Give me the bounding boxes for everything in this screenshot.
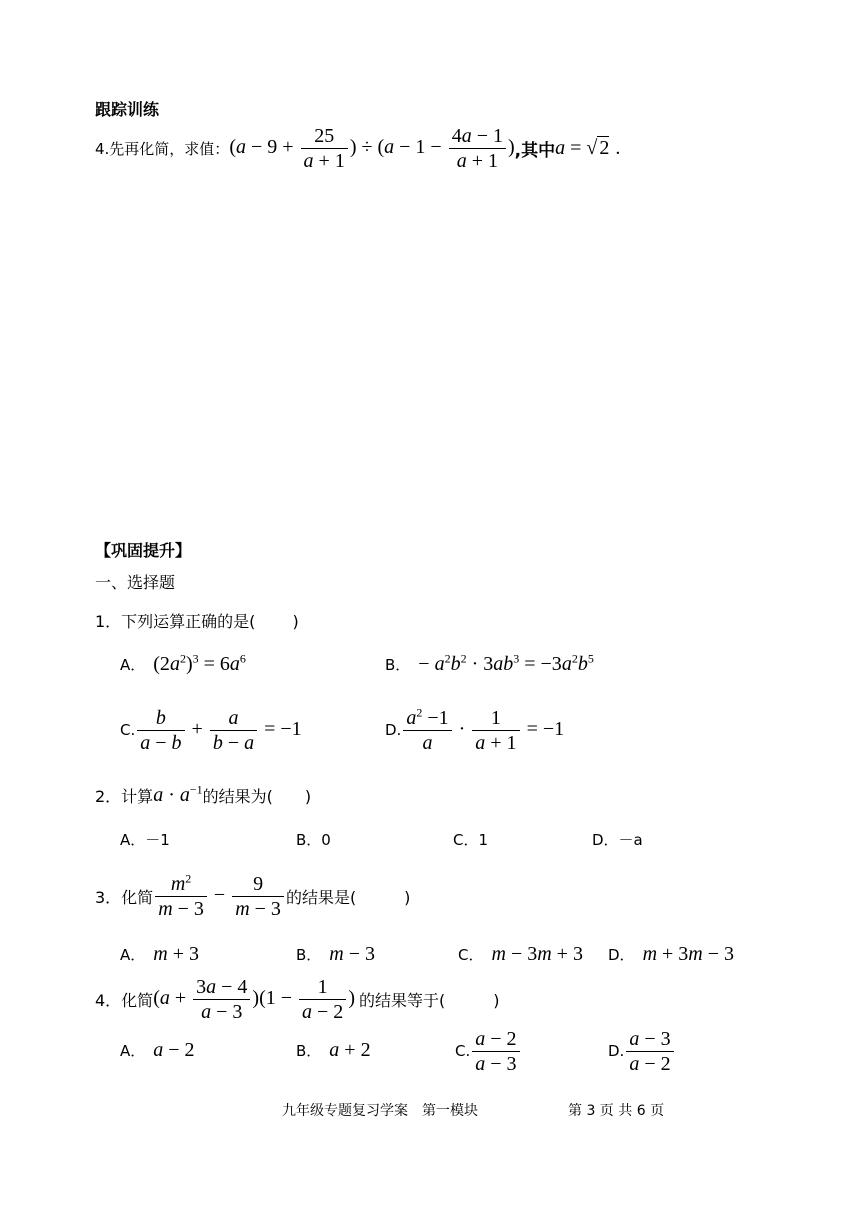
option-label: B． xyxy=(296,1041,322,1060)
question-4-stem xyxy=(95,972,499,1026)
q4-option-b xyxy=(296,1037,371,1063)
footer-course: 九年级专题复习学案 第一模块 xyxy=(282,1103,478,1119)
q1-option-a xyxy=(120,650,246,678)
option-formula: $\frac{a^2 -1}{a}$ · $\frac{1}{a + 1}$ = −1 xyxy=(401,706,564,755)
q2-option-d: D．－a xyxy=(592,831,643,849)
option-formula: m + 3 xyxy=(153,942,199,965)
question-2-stem xyxy=(95,782,311,808)
stem-prefix: 2．计算 xyxy=(95,786,154,806)
option-formula: m − 3 xyxy=(329,942,376,965)
stem-formula: $a \cdot a^{-1}$ xyxy=(153,781,203,806)
option-formula: − $a^2b^2 \cdot 3ab^3 = -3a^2b^5$ xyxy=(418,650,594,675)
q1-option-d xyxy=(385,704,564,756)
option-formula: $\frac{b}{a - b}$ + $\frac{a}{b - a}$ = −1 xyxy=(135,706,301,755)
section-title-consolidate: 【巩固提升】 xyxy=(95,541,192,560)
q3-option-a xyxy=(120,941,199,967)
option-label: D. xyxy=(608,1042,625,1060)
q4-option-d xyxy=(608,1024,676,1078)
stem-prefix: 4．化简 xyxy=(95,990,154,1010)
option-label: B． xyxy=(296,945,322,964)
q4-condition: a = √ 2 xyxy=(555,136,610,159)
option-formula: $\frac{a - 3}{a - 2}$ xyxy=(624,1027,675,1076)
option-formula: $(2a^2)^3 = 6a^6$ xyxy=(153,650,246,675)
q2-option-a: A．－1 xyxy=(120,831,170,849)
question-1-stem: 1．下列运算正确的是( ) xyxy=(95,612,299,631)
option-formula: m + 3m − 3 xyxy=(642,942,735,965)
option-label: D. xyxy=(385,721,402,739)
q4-formula: (a − 9 + $\frac{25}{a + 1}$ ) ÷ (a − 1 − $\frac{4a - 1}{a + 1}$ ) xyxy=(229,124,515,172)
q2-option-b: B．0 xyxy=(296,831,331,849)
option-label: C. xyxy=(120,721,136,739)
footer-page-number: 第 3 页 共 6 页 xyxy=(568,1103,665,1119)
option-label: D． xyxy=(608,945,635,964)
stem-formula: (a + $\frac{3a - 4}{a - 3}$ )(1 − $\frac{1}{a - 2}$ ) xyxy=(153,975,355,1023)
q4-where: ,其中 xyxy=(514,140,556,161)
option-label: A． xyxy=(120,655,146,674)
option-label: C． xyxy=(458,945,484,964)
option-label: B． xyxy=(385,655,411,674)
stem-suffix: 的结果为( ) xyxy=(202,786,312,806)
q3-option-b xyxy=(296,941,375,967)
q1-option-b xyxy=(385,650,594,678)
q4-option-a xyxy=(120,1037,195,1063)
q4-end: . xyxy=(615,136,621,159)
option-label: A． xyxy=(120,1041,146,1060)
q4-prefix: 4.先再化简，求值： xyxy=(95,139,230,158)
stem-suffix: 的结果等于( ) xyxy=(358,990,500,1010)
stem-suffix: 的结果是( ) xyxy=(285,887,411,907)
tracking-question-4 xyxy=(95,120,620,176)
q3-option-d xyxy=(608,941,734,967)
option-formula: a − 2 xyxy=(153,1038,195,1061)
q3-option-c xyxy=(458,941,583,967)
q1-option-c xyxy=(120,704,302,756)
option-formula: a + 2 xyxy=(329,1038,371,1061)
q2-option-c: C．1 xyxy=(453,831,489,849)
option-formula: $\frac{a - 2}{a - 3}$ xyxy=(470,1027,521,1076)
stem-prefix: 3．化简 xyxy=(95,887,154,907)
section-title-tracking: 跟踪训练 xyxy=(95,100,160,119)
option-label: A． xyxy=(120,945,146,964)
option-label: C. xyxy=(455,1042,471,1060)
option-formula: m − 3m + 3 xyxy=(491,942,583,965)
stem-formula: $\frac{m^2}{m - 3}$ − $\frac{9}{m - 3}$ xyxy=(153,872,286,921)
section-choice: 一、选择题 xyxy=(95,573,176,592)
question-3-stem xyxy=(95,870,410,922)
q4-option-c xyxy=(455,1024,522,1078)
